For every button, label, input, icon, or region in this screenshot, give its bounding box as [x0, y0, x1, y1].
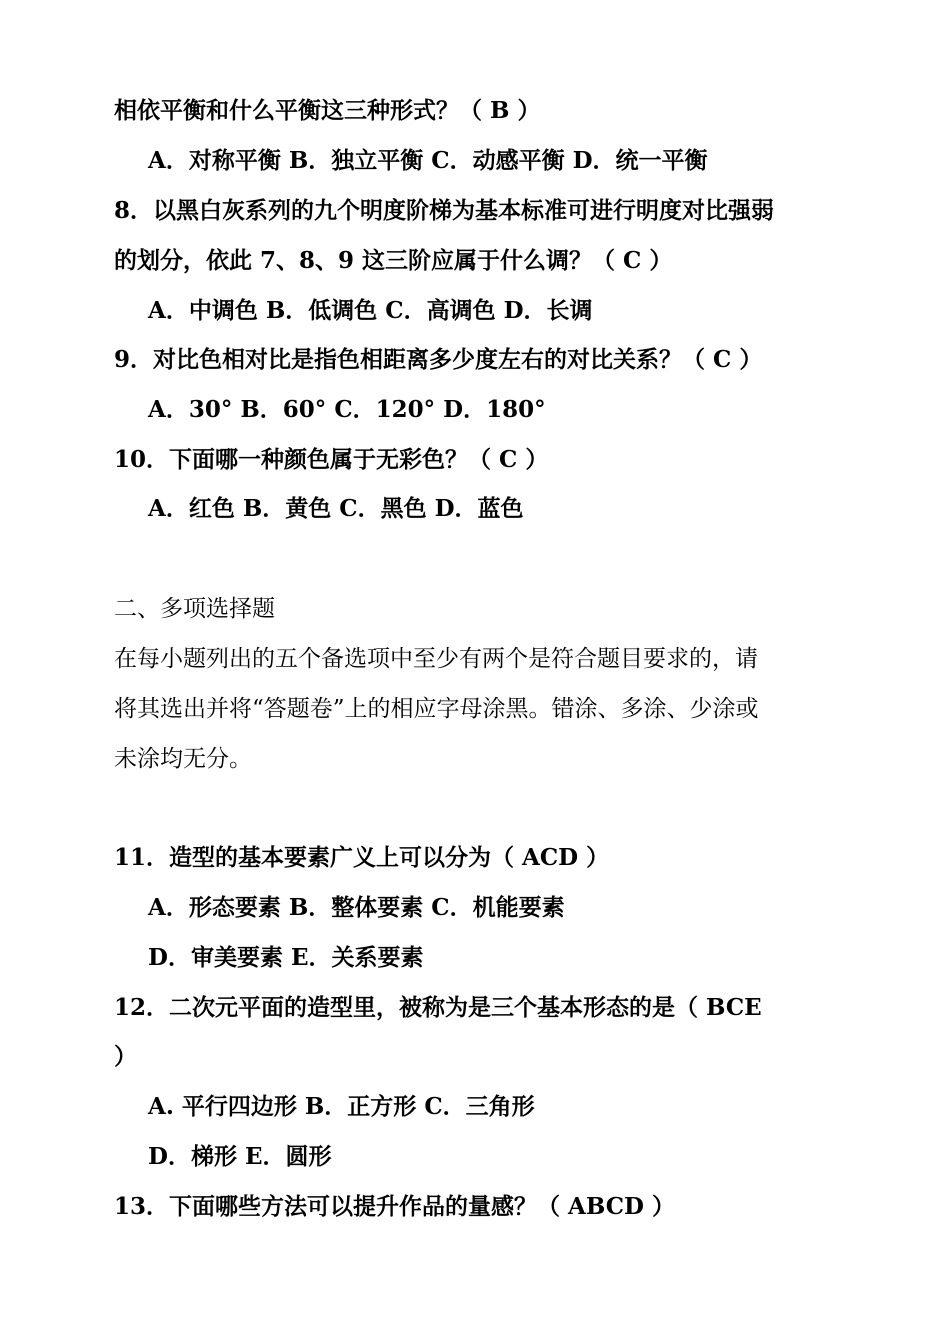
text-line: ）: [114, 1043, 137, 1070]
question-options: A．中调色 B．低调色 C．高调色 D．长调: [148, 297, 593, 324]
text-line: 相依平衡和什么平衡这三种形式？（ B ）: [114, 97, 541, 124]
question-8: 8．以黑白灰系列的九个明度阶梯为基本标准可进行明度对比强弱: [114, 197, 775, 224]
question-11: 11．造型的基本要素广义上可以分为（ ACD ）: [114, 844, 610, 871]
question-options: D．梯形 E．圆形: [148, 1143, 332, 1170]
question-options: A．对称平衡 B．独立平衡 C．动感平衡 D．统一平衡: [148, 147, 708, 174]
question-options: A．红色 B．黄色 C．黑色 D．蓝色: [148, 495, 524, 522]
question-options: A. 平行四边形 B．正方形 C．三角形: [148, 1093, 535, 1120]
question-options: A．形态要素 B．整体要素 C．机能要素: [148, 894, 565, 921]
text-line: 的划分，依此 7、8、9 这三阶应属于什么调？（ C ）: [114, 247, 673, 274]
question-options: A．30° B．60° C．120° D．180°: [148, 396, 546, 423]
question-10: 10．下面哪一种颜色属于无彩色？（ C ）: [114, 446, 549, 473]
question-12: 12．二次元平面的造型里，被称为是三个基本形态的是（ BCE: [114, 994, 762, 1021]
section-instructions: 将其选出并将“答题卷”上的相应字母涂黑。错涂、多涂、少涂或: [114, 696, 759, 722]
question-13: 13．下面哪些方法可以提升作品的量感？（ ABCD ）: [114, 1193, 675, 1220]
question-9: 9．对比色相对比是指色相距离多少度左右的对比关系？（ C ）: [114, 346, 763, 373]
section-instructions: 未涂均无分。: [114, 746, 252, 772]
section-instructions: 在每小题列出的五个备选项中至少有两个是符合题目要求的，请: [114, 646, 758, 672]
question-options: D．审美要素 E．关系要素: [148, 944, 424, 971]
section-heading: 二、多项选择题: [114, 596, 275, 622]
